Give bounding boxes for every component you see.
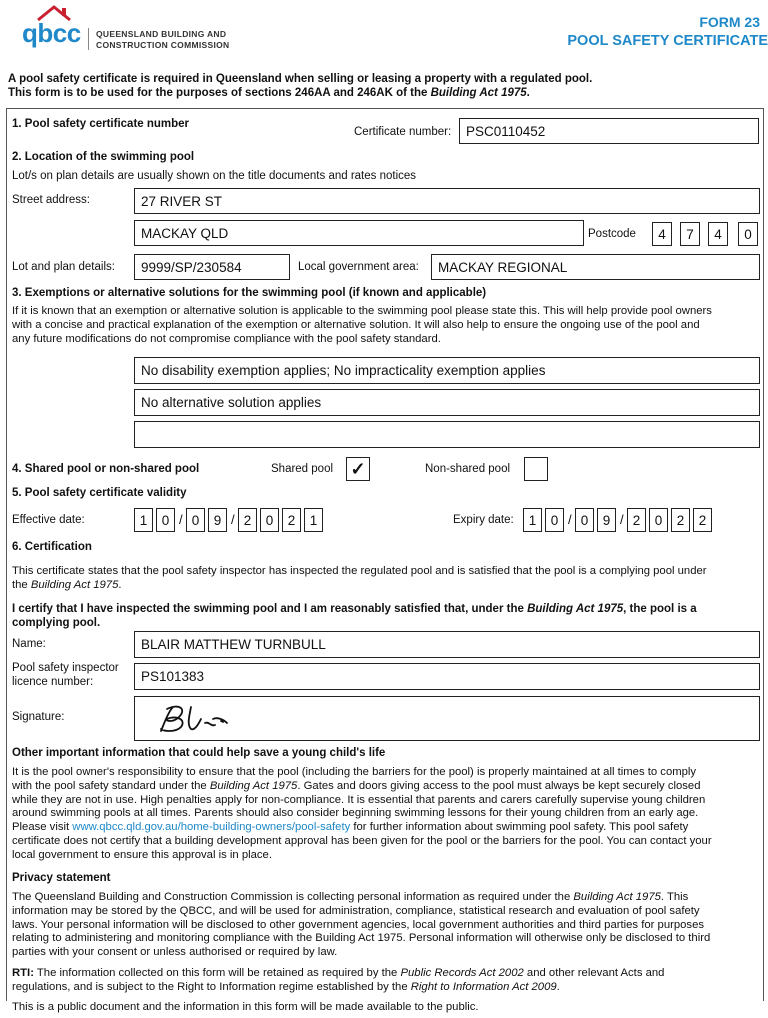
privacy-text: The Queensland Building and Construction Commission is collecting personal information as required under the Building Act 1975. This information may be stored by the QBCC, and will be used for administration, compliance, statistical research and evaluation of pool safety laws. Your personal information will be disclosed to other government agencies, local government authorities and third parties for purposes relating to administering and monitoring compliance with the Building Act 1975. Personal information will otherwise only be disclosed to third parties with your consent or unless authorised or required by law. xyxy=(12,891,711,959)
important-text: It is the pool owner's responsibility to ensure that the pool (including the barriers for the pool) is properly maintained at all times to comply with the pool safety standard under the Building Act 1975. Gates and doors giving access to the pool must always be kept securely closed while they are not in use. High penalties apply for non-compliance. It is essential that parents and carers carefully supervise young children around swimming pools at all times. Parents should also consider beginning swimming lessons for their young children from an early age. Please visit www.qbcc.qld.gov.au/home-building-owners/pool-safety for further information about swimming pool safety. This pool safety certificate does not certify that a building development approval has been given for the pool or the barriers for the pool. You can contact your local government to ensure this approval is in place. xyxy=(12,766,712,861)
form-title: POOL SAFETY CERTIFICATE xyxy=(567,33,768,49)
date-digit[interactable]: 2 xyxy=(627,508,646,532)
exemption-line1[interactable]: No disability exemption applies; No impracticality exemption applies xyxy=(134,357,760,384)
logo-divider xyxy=(88,28,89,50)
date-digit[interactable]: 0 xyxy=(649,508,668,532)
date-digit[interactable]: 0 xyxy=(260,508,279,532)
date-digit[interactable]: 0 xyxy=(575,508,594,532)
lot-plan-note: Lot/s on plan details are usually shown on the title documents and rates notices xyxy=(12,170,417,182)
date-digit[interactable]: 9 xyxy=(208,508,227,532)
handwritten-signature xyxy=(153,701,243,737)
lga-field[interactable]: MACKAY REGIONAL xyxy=(431,254,760,280)
intro-line2: This form is to be used for the purposes of sections 246AA and 246AK of the Building Act 1975. xyxy=(8,87,530,99)
certification-statement: This certificate states that the pool safety inspector has inspected the regulated pool and is satisfied that the pool is a complying pool under the Building Act 1975. xyxy=(12,565,707,591)
licence-number-field[interactable]: PS101383 xyxy=(134,663,760,690)
shared-pool-label: Shared pool xyxy=(271,463,334,475)
exemption-line3[interactable] xyxy=(134,421,760,448)
exemption-line2[interactable]: No alternative solution applies xyxy=(134,389,760,416)
lga-label: Local government area: xyxy=(298,261,419,273)
certificate-number-label: Certificate number: xyxy=(354,126,452,138)
signature-field[interactable] xyxy=(134,696,760,741)
signature-label: Signature: xyxy=(12,711,65,723)
section6-heading: 6. Certification xyxy=(12,541,92,553)
important-heading: Other important information that could help save a young child's life xyxy=(12,747,386,759)
expiry-date-label: Expiry date: xyxy=(453,514,514,526)
date-digit[interactable]: 1 xyxy=(523,508,542,532)
lot-plan-field[interactable]: 9999/SP/230584 xyxy=(134,254,290,280)
form-number: FORM 23 xyxy=(699,14,760,30)
logo-org-line2: CONSTRUCTION COMMISSION xyxy=(96,40,230,50)
date-digit[interactable]: 0 xyxy=(186,508,205,532)
section4-heading: 4. Shared pool or non-shared pool xyxy=(12,463,200,475)
postcode-digit[interactable]: 4 xyxy=(708,222,728,246)
date-separator: / xyxy=(568,512,572,527)
date-digit[interactable]: 2 xyxy=(693,508,712,532)
intro-line1: A pool safety certificate is required in Queensland when selling or leasing a property with a regulated pool. xyxy=(8,73,593,85)
nonshared-pool-label: Non-shared pool xyxy=(425,463,511,475)
shared-pool-checkbox[interactable]: ✓ xyxy=(346,457,370,481)
name-field[interactable]: BLAIR MATTHEW TURNBULL xyxy=(134,631,760,658)
date-separator: / xyxy=(620,512,624,527)
street-address-line1[interactable]: 27 RIVER ST xyxy=(134,188,760,214)
privacy-heading: Privacy statement xyxy=(12,872,111,884)
postcode-digit[interactable]: 7 xyxy=(680,222,700,246)
street-address-line2[interactable]: MACKAY QLD xyxy=(134,220,584,246)
logo-org-line1: QUEENSLAND BUILDING AND xyxy=(96,29,227,39)
name-label: Name: xyxy=(12,638,46,650)
section1-heading: 1. Pool safety certificate number xyxy=(12,118,190,130)
date-digit[interactable]: 0 xyxy=(545,508,564,532)
certify-declaration: I certify that I have inspected the swimming pool and I am reasonably satisfied that, under the Building Act 1975, the pool is a complying pool. xyxy=(12,603,697,629)
date-digit[interactable]: 2 xyxy=(238,508,257,532)
nonshared-pool-checkbox[interactable] xyxy=(524,457,548,481)
licence-label: Pool safety inspector licence number: xyxy=(12,662,119,688)
section3-description: If it is known that an exemption or alternative solution is applicable to the swimming pool please state this. This will help provide pool owners with a concise and practical explanation of the exemption or alternative solution. It will also help to ensure the ongoing use of the pool and any future modifications do not compromise compliance with the pool safety standard. xyxy=(12,305,712,345)
public-document-note: This is a public document and the information in this form will be made available to the public. xyxy=(12,1001,479,1013)
qbcc-logo xyxy=(22,4,252,60)
date-separator: / xyxy=(179,512,183,527)
date-digit[interactable]: 0 xyxy=(156,508,175,532)
section3-heading: 3. Exemptions or alternative solutions for the swimming pool (if known and applicable) xyxy=(12,287,487,299)
rti-text: RTI: The information collected on this form will be retained as required by the Public Records Act 2002 and other relevant Acts and regulations, and is subject to the Right to Information regime established by the Right to Information Act 2009. xyxy=(12,967,665,993)
section5-heading: 5. Pool safety certificate validity xyxy=(12,487,187,499)
postcode-digit[interactable]: 0 xyxy=(738,222,758,246)
date-separator: / xyxy=(231,512,235,527)
pool-safety-link[interactable]: www.qbcc.qld.gov.au/home-building-owners/pool-safety xyxy=(72,821,351,834)
street-address-label: Street address: xyxy=(12,194,90,206)
postcode-label: Postcode xyxy=(588,228,636,240)
logo-wordmark: qbcc xyxy=(22,18,81,48)
lot-plan-label: Lot and plan details: xyxy=(12,261,115,273)
date-digit[interactable]: 2 xyxy=(282,508,301,532)
date-digit[interactable]: 9 xyxy=(597,508,616,532)
date-digit[interactable]: 1 xyxy=(304,508,323,532)
intro-text xyxy=(8,72,592,100)
certificate-number-field[interactable]: PSC0110452 xyxy=(459,118,759,144)
effective-date-label: Effective date: xyxy=(12,514,85,526)
postcode-digit[interactable]: 4 xyxy=(652,222,672,246)
date-digit[interactable]: 1 xyxy=(134,508,153,532)
date-digit[interactable]: 2 xyxy=(671,508,690,532)
section2-heading: 2. Location of the swimming pool xyxy=(12,151,195,163)
